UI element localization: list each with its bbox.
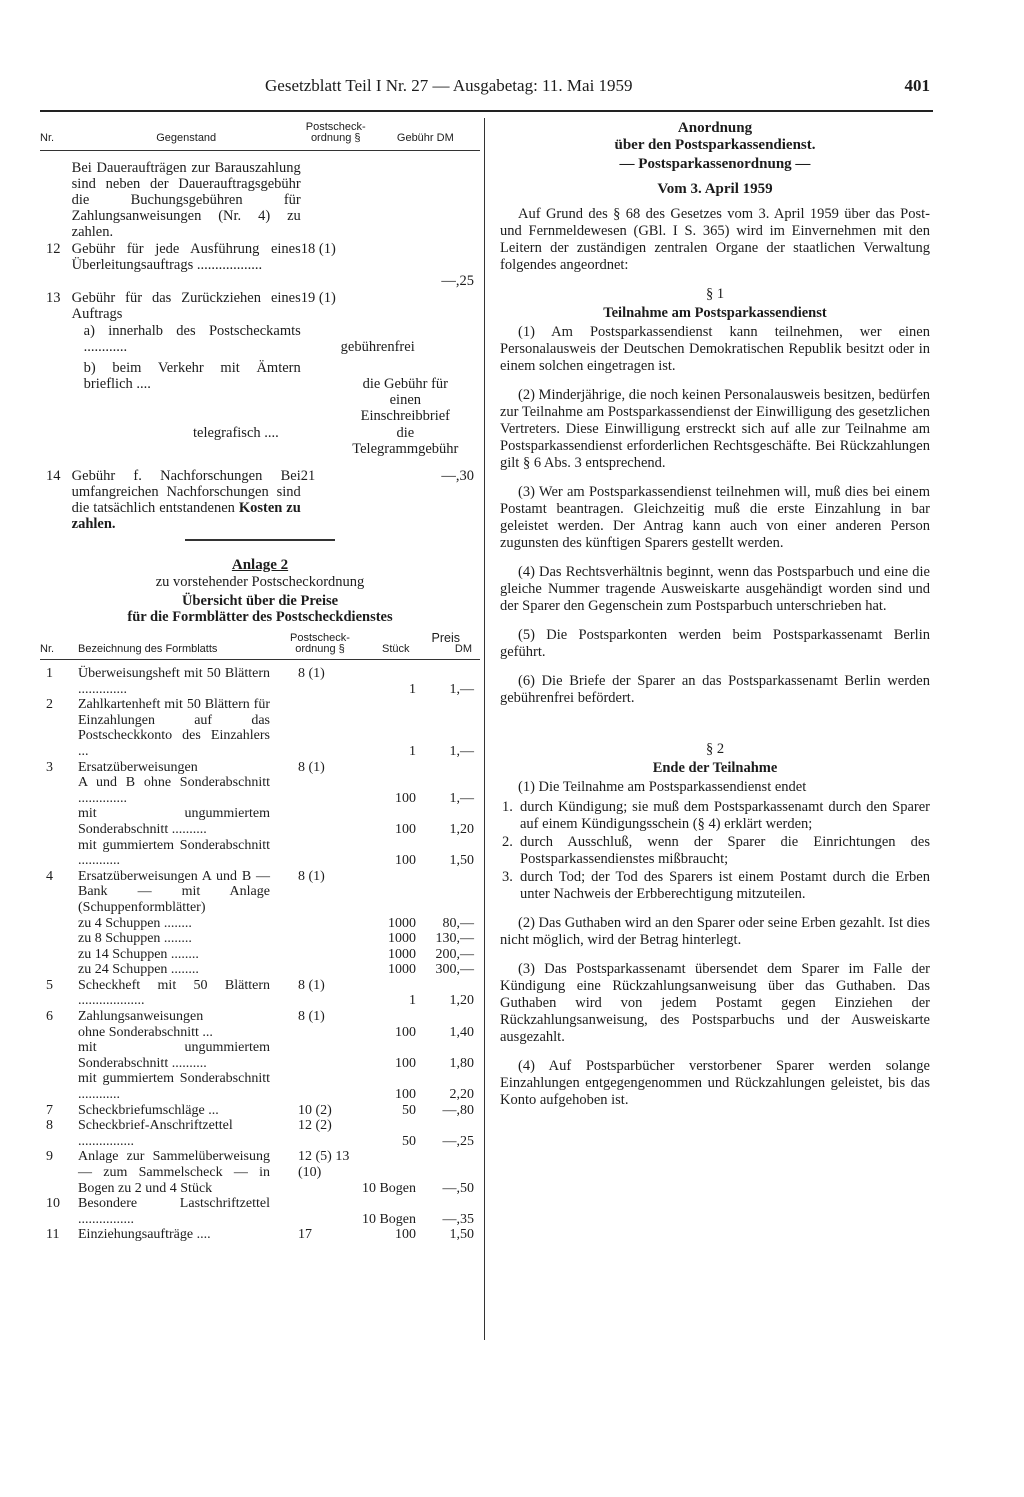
row-dm: —,25 (442, 1133, 474, 1149)
row-nr: 6 (46, 1009, 53, 1025)
row-fee (371, 151, 480, 242)
section-1-heading: Teilnahme am Postsparkassendienst (603, 305, 827, 321)
row-para: 12 (2) (298, 1118, 332, 1134)
section-2-number: § 2 (705, 741, 725, 757)
row-nr: 12 (46, 241, 61, 257)
row-item: telegrafisch .... (193, 425, 279, 441)
row-stueck: 10 Bogen (361, 1211, 416, 1227)
list-item-text: durch Kündigung; sie muß dem Postsparkassenamt durch den Sparer auf einem Kündigungsschein (§ 4) erklärt werden; (520, 799, 930, 832)
row-name: Zahlkartenheft mit 50 Blättern für Einzahlungen auf das Postscheckkonto des Einzahlers ... (78, 697, 270, 759)
section-2-heading: Ende der Teilnahme (652, 760, 778, 776)
row-nr: 2 (46, 697, 53, 713)
table-row (40, 1103, 480, 1119)
row-stueck (360, 1009, 422, 1025)
row-para: 17 (298, 1227, 312, 1243)
row-para (280, 1071, 360, 1102)
table-row (40, 775, 480, 806)
row-name: Überweisungsheft mit 50 Blättern .............. (78, 666, 270, 697)
forms-price-table (40, 631, 480, 1243)
row-dm: —,35 (442, 1211, 474, 1227)
overview-title-line1: Übersicht über die Preise (181, 593, 339, 609)
col-price-sub (360, 644, 480, 655)
ordinance-date: Vom 3. April 1959 (657, 181, 773, 197)
page-number: 401 (904, 76, 930, 95)
row-fee-value: —,25 (441, 273, 474, 289)
row-name: Zahlungsanweisungen (78, 1009, 204, 1025)
table-row (40, 697, 480, 759)
table-row (40, 290, 480, 323)
table-row (40, 806, 480, 837)
table-row (40, 458, 480, 533)
row-name: ohne Sonderabschnitt ... (78, 1024, 213, 1040)
row-stueck: 100 (395, 1087, 416, 1103)
row-nr: 5 (46, 977, 53, 993)
row-stueck: 100 (395, 1055, 416, 1071)
row-dm: 1,20 (449, 821, 474, 837)
row-name: Anlage zur Sammelüberweisung — zum Sammelscheck — in Bogen zu 2 und 4 Stück (78, 1149, 270, 1196)
row-stueck: 100 (395, 1227, 416, 1243)
row-stueck: 1000 (388, 915, 416, 931)
row-fee: die Telegrammgebühr (352, 425, 459, 457)
row-dm: 1,50 (449, 1227, 474, 1243)
col-dm: DM (454, 643, 472, 655)
table-row (40, 1149, 480, 1196)
col-nr: Nr. (40, 631, 72, 660)
row-stueck: 50 (402, 1133, 416, 1149)
header-title: Gesetzblatt Teil I Nr. 27 — Ausgabetag: 11. Mai 1959 (265, 76, 633, 95)
intro-paragraph: Auf Grund des § 68 des Gesetzes vom 3. April 1959 über das Post- und Fernmeldewesen (GBl. I S. 365) wird im Einvernehmen mit den Leitern der zuständigen zentralen Organe der staatlichen Verwaltung folgendes angeordnet: (500, 206, 930, 273)
row-para: 8 (1) (298, 1009, 325, 1025)
section-1-number: § 1 (705, 286, 725, 302)
row-stueck (360, 869, 422, 916)
col-name: Bezeichnung des Formblatts (72, 631, 280, 660)
col-nr: Nr. (40, 118, 72, 151)
section-rule (185, 539, 335, 541)
row-dm: —,80 (442, 1102, 474, 1118)
row-nr (40, 931, 72, 947)
list-item (500, 834, 930, 868)
table-row (40, 151, 480, 242)
forms-table-body (40, 660, 480, 1243)
col-item: Gegenstand (72, 118, 301, 151)
table-row (40, 1071, 480, 1102)
row-nr: 4 (46, 868, 53, 884)
row-para (280, 931, 360, 947)
row-nr: 11 (46, 1227, 60, 1243)
row-name: Scheckbriefumschläge ... (78, 1102, 219, 1118)
row-nr (40, 775, 72, 806)
row-para: 18 (1) (300, 241, 336, 257)
table-row (40, 241, 480, 290)
row-fee (340, 323, 480, 356)
row-stueck: 1000 (388, 962, 416, 978)
row-stueck: 1 (409, 993, 416, 1009)
row-item-text: Gebühr f. Nachforschungen Bei umfangreichen Nachforschungen sind die tatsächlich entstandenen (71, 468, 301, 516)
row-dm: 1,80 (449, 1055, 474, 1071)
row-para (280, 838, 360, 869)
row-item: a) innerhalb des Postscheckamts ............ (83, 323, 301, 355)
forms-table-header (40, 631, 480, 660)
col-fee: Gebühr DM (371, 118, 480, 151)
row-dm: 80,— (442, 915, 474, 931)
row-dm: 1,— (449, 790, 474, 806)
row-name: Ersatzüberweisungen A und B — Bank — mit Anlage (Schuppenformblätter) (78, 868, 270, 915)
s1-paragraph-4: (4) Das Rechtsverhältnis beginnt, wenn das Postsparbuch und eine die gleiche Nummer tragende Ausweiskarte ausgehändigt worden sind und der Sparer den Gegenschein zum Postsparbuch unterschrieben hat. (500, 564, 930, 614)
row-nr (40, 806, 72, 837)
fee-table (40, 118, 480, 533)
table-row (40, 947, 480, 963)
table-row (40, 425, 480, 458)
table-row (40, 323, 480, 356)
row-dm: 1,— (449, 743, 474, 759)
table-row (40, 931, 480, 947)
row-nr (40, 1071, 72, 1102)
row-para (280, 806, 360, 837)
overview-title-line2: für die Formblätter des Postscheckdienstes (127, 609, 393, 625)
column-divider (484, 118, 485, 1340)
row-item: Gebühr für das Zurückziehen eines Auftrags (71, 290, 301, 322)
table-row (40, 1009, 480, 1025)
row-para (280, 697, 360, 759)
table-row (40, 916, 480, 932)
row-item (72, 458, 301, 533)
row-dm (422, 1009, 480, 1025)
table-row (40, 1118, 480, 1149)
fee-table-header (40, 118, 480, 151)
col-para: Postscheck-ordnung § (301, 118, 371, 151)
anlage-subtitle: zu vorstehender Postscheckordnung (155, 574, 365, 590)
row-name: Ersatzüberweisungen (78, 759, 198, 775)
row-dm (422, 760, 480, 776)
s2-paragraph-1: (1) Die Teilnahme am Postsparkassendienst endet (518, 779, 807, 795)
row-nr (40, 1040, 72, 1071)
table-row (40, 1040, 480, 1071)
row-para: 19 (1) (300, 290, 336, 306)
row-para: 21 (300, 468, 316, 484)
row-stueck: 100 (395, 790, 416, 806)
ordinance-title: Anordnung (677, 120, 753, 136)
row-nr (40, 151, 72, 242)
row-nr: 10 (46, 1196, 60, 1212)
s2-paragraph-2: (2) Das Guthaben wird an den Sparer oder seine Erben gezahlt. Ist dies nicht möglich, wird der Betrag hinterlegt. (500, 915, 930, 948)
list-item-number: 1. (502, 799, 513, 815)
row-nr (40, 962, 72, 978)
list-item-text: durch Ausschluß, wenn der Sparer die Einrichtungen des Postsparkassendienstes mißbraucht; (520, 834, 930, 867)
row-dm: 2,20 (449, 1087, 474, 1103)
header-rule (40, 110, 933, 112)
row-para: 8 (1) (298, 868, 325, 884)
row-item-bold: Kosten zu zahlen. (71, 500, 301, 532)
table-row (40, 838, 480, 869)
row-nr: 14 (46, 468, 61, 484)
row-name: A und B ohne Sonderabschnitt .............. (78, 775, 270, 806)
row-nr (40, 323, 72, 356)
termination-list (500, 799, 930, 903)
row-fee (371, 290, 480, 323)
left-column (40, 118, 480, 1343)
anlage-title: Anlage 2 (231, 557, 289, 573)
s1-paragraph-5: (5) Die Postsparkonten werden beim Postsparkassenamt Berlin geführt. (500, 627, 930, 660)
row-stueck: 1 (409, 743, 416, 759)
row-name: Scheckheft mit 50 Blättern ................... (78, 977, 270, 1009)
table-row (40, 1025, 480, 1041)
row-dm: 1,40 (449, 1024, 474, 1040)
row-dm: 130,— (435, 931, 474, 947)
row-nr: 9 (46, 1149, 53, 1165)
row-nr (40, 356, 72, 425)
s1-paragraph-2: (2) Minderjährige, die noch keinen Personalausweis besitzen, bedürfen zur Teilnahme am Postsparkassendienst der Einwilligung des gesetzlichen Vertreters. Diese Einwilligung erstreckt sich auf alle zur Teilnahme am Postsparkassendienst erforderlichen Rechtsgeschäfte. Bei Rückzahlungen gilt § 6 Abs. 3 entsprechend. (500, 387, 930, 471)
row-para (280, 1025, 360, 1041)
row-stueck: 1 (409, 681, 416, 697)
row-stueck: 1000 (388, 931, 416, 947)
row-dm: 1,50 (449, 853, 474, 869)
row-name: zu 4 Schuppen ........ (78, 915, 192, 931)
row-dm: 1,20 (449, 993, 474, 1009)
table-row (40, 1196, 480, 1227)
table-row (40, 1227, 480, 1243)
list-item-number: 3. (502, 869, 513, 885)
row-para: 8 (1) (298, 759, 325, 775)
row-para (280, 962, 360, 978)
row-fee: —,30 (441, 468, 474, 484)
row-nr: 13 (46, 290, 61, 306)
table-row (40, 760, 480, 776)
row-fee: die Gebühr für einen Einschreibbrief (360, 376, 451, 424)
row-nr: 7 (46, 1102, 53, 1118)
s1-paragraph-1: (1) Am Postsparkassendienst kann teilnehmen, wer einen Personalausweis der Deutschen Demokratischen Republik besitzt oder in einem solchen eingetragen ist. (500, 324, 930, 374)
table-row (40, 978, 480, 1009)
row-nr (40, 425, 72, 458)
row-dm: 300,— (435, 962, 474, 978)
row-nr: 1 (46, 666, 53, 681)
row-fee (371, 241, 480, 290)
row-nr: 8 (46, 1118, 53, 1134)
row-name: Einziehungsaufträge .... (78, 1227, 211, 1243)
col-para: Postscheck-ordnung § (280, 631, 360, 660)
row-name: Scheckbrief-Anschriftzettel ................ (78, 1118, 233, 1149)
row-name: Besondere Lastschriftzettel ................ (78, 1196, 270, 1227)
row-para (280, 1040, 360, 1071)
row-para: 10 (2) (298, 1102, 332, 1118)
col-stueck: Stück (382, 643, 410, 655)
row-fee-value: gebührenfrei (340, 339, 415, 355)
table-row (40, 660, 480, 698)
row-name: zu 14 Schuppen ........ (78, 946, 199, 962)
col-price (360, 631, 480, 660)
row-name: mit gummiertem Sonderabschnitt ............ (78, 837, 270, 869)
row-dm (422, 869, 480, 916)
page-header (60, 76, 930, 102)
list-item (500, 799, 930, 833)
row-name: mit gummiertem Sonderabschnitt ............ (78, 1071, 270, 1103)
row-name: zu 24 Schuppen ........ (78, 962, 199, 978)
s1-paragraph-3: (3) Wer am Postsparkassendienst teilnehmen will, muß dies bei einem Postamt beantragen. Gleichzeitig muß die erste Einzahlung in bar geleistet werden. Der Antrag kann auch von einer anderen Person zugunsten des künftigen Sparers gestellt werden. (500, 484, 930, 551)
row-stueck: 100 (395, 1024, 416, 1040)
row-name: zu 8 Schuppen ........ (78, 931, 192, 947)
row-item: Gebühr für jede Ausführung eines Überleitungsauftrags .................. (71, 241, 301, 273)
row-para (301, 151, 371, 242)
row-nr: 3 (46, 759, 53, 775)
row-stueck: 10 Bogen (361, 1180, 416, 1196)
s2-paragraph-4: (4) Auf Postsparbücher verstorbener Sparer werden solange Einzahlungen entgegengenommen und Rückzahlungen geleistet, bis das Konto aufgehoben ist. (500, 1058, 930, 1108)
table-row (40, 356, 480, 425)
row-name: mit ungummiertem Sonderabschnitt .......... (78, 1040, 270, 1071)
row-dm: —,50 (442, 1180, 474, 1196)
col-price-label: Preis (431, 631, 460, 645)
row-para (280, 775, 360, 806)
row-para (280, 916, 360, 932)
list-item-text: durch Tod; der Tod des Sparers ist einem Postamt durch die Erben unter Nachweis der Erbberechtigung mitzuteilen. (520, 869, 930, 902)
row-nr (40, 838, 72, 869)
list-item-number: 2. (502, 834, 513, 850)
ordinance-title-2: über den Postsparkassendienst. (614, 137, 816, 153)
table-row (40, 869, 480, 916)
row-para: 12 (5) 13 (10) (298, 1149, 350, 1180)
row-nr (40, 1025, 72, 1041)
row-para (280, 1196, 360, 1227)
right-column (500, 118, 930, 1343)
list-item (500, 869, 930, 903)
row-stueck: 100 (395, 853, 416, 869)
row-stueck: 1000 (388, 946, 416, 962)
row-para: 8 (1) (298, 977, 325, 993)
row-nr (40, 947, 72, 963)
s1-paragraph-6: (6) Die Briefe der Sparer an das Postsparkassenamt Berlin werden gebührenfrei befördert. (500, 673, 930, 706)
row-dm: 1,— (449, 681, 474, 697)
row-stueck: 100 (395, 821, 416, 837)
row-name: mit ungummiertem Sonderabschnitt .......... (78, 806, 270, 837)
row-para: 8 (1) (298, 666, 325, 681)
ordinance-title-3: — Postsparkassenordnung — (619, 156, 811, 172)
row-dm: 200,— (435, 946, 474, 962)
row-nr (40, 916, 72, 932)
row-para (280, 947, 360, 963)
row-stueck (360, 760, 422, 776)
row-item: b) beim Verkehr mit Ämtern brieflich .... (83, 360, 301, 392)
table-row (40, 962, 480, 978)
s2-paragraph-3: (3) Das Postsparkassenamt übersendet dem Sparer im Falle der Kündigung eine Rückzahlungsanweisung über das Guthaben. Das Guthaben wird von jedem Postamt gegen Einziehen der Rückzahlungsanweisung, des Postsparbuchs und der Ausweiskarte ausgezahlt. (500, 961, 930, 1045)
row-item: Bei Daueraufträgen zur Barauszahlung sind neben der Dauerauftragsgebühr die Buchungsgebühren für Zahlungsanweisungen (Nr. 4) zu zahlen. (71, 160, 301, 240)
row-stueck: 50 (402, 1102, 416, 1118)
